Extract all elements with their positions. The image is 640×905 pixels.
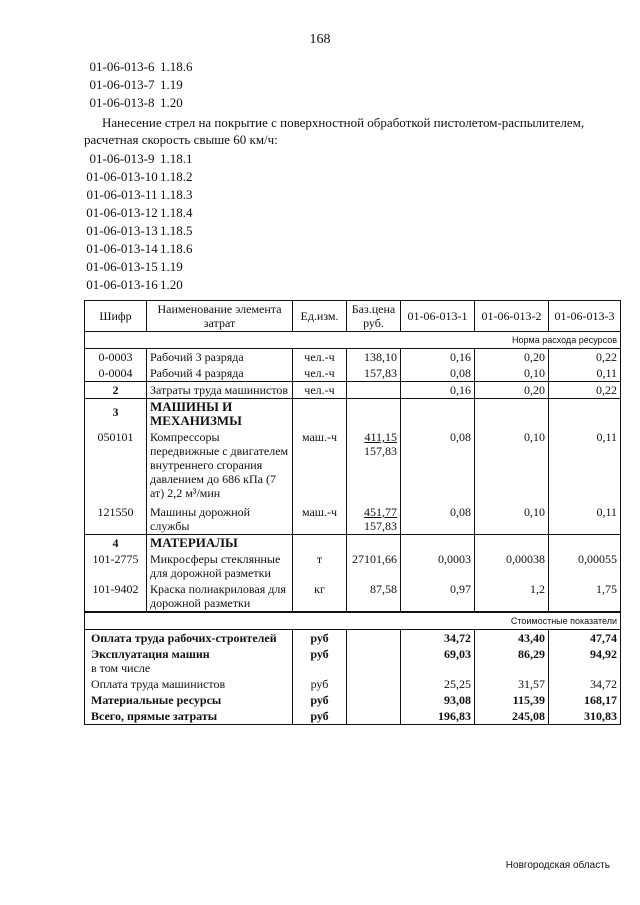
- table-row: [85, 332, 621, 349]
- text-span: Эксплуатация машин: [91, 647, 210, 661]
- table-cell: 1,2: [475, 581, 549, 612]
- table-cell: Рабочий 4 разряда: [147, 365, 293, 382]
- table-row: [85, 551, 621, 581]
- table-cell: 0,22: [549, 349, 621, 366]
- table-row: [85, 382, 621, 399]
- cost-row: [85, 630, 621, 647]
- text-span: 1.20: [160, 95, 183, 110]
- header-col-2: 01-06-013-2: [475, 301, 549, 332]
- code-row: [84, 150, 193, 168]
- table-cell: 0,08: [401, 365, 475, 382]
- header-name: Наименование элемента затрат: [147, 301, 293, 332]
- text-span: 01-06-013-13: [86, 223, 158, 238]
- table-cell: 0,08: [401, 429, 475, 501]
- header-col-3: 01-06-013-3: [549, 301, 621, 332]
- table-cell: 0,10: [475, 501, 549, 535]
- table-cell: Материальные ресурсы: [85, 692, 293, 708]
- table-row: [85, 365, 621, 382]
- cost-row: [85, 646, 621, 676]
- table-cell: Компрессоры передвижные с двигателем внутреннего сгорания давлением до 686 кПа (7 ат) 2,2 м³/мин: [147, 429, 293, 501]
- table-cell: [347, 646, 401, 676]
- table-header-row: [85, 301, 621, 332]
- table-cell: руб: [293, 630, 347, 647]
- table-cell: Затраты труда машинистов: [147, 382, 293, 399]
- table-cell: 0,97: [401, 581, 475, 612]
- text-span: 1.18.2: [160, 169, 193, 184]
- table-cell: 245,08: [475, 708, 549, 725]
- text-span: 451,77: [364, 505, 397, 519]
- table-cell: маш.-ч: [293, 501, 347, 535]
- table-cell: 0,16: [401, 382, 475, 399]
- header-col-1: 01-06-013-1: [401, 301, 475, 332]
- table-cell: [401, 535, 475, 552]
- table-cell: 138,10: [347, 349, 401, 366]
- table-cell: чел.-ч: [293, 349, 347, 366]
- cost-row: [85, 692, 621, 708]
- table-cell: [347, 708, 401, 725]
- code-row: [84, 58, 193, 76]
- table-row: [85, 349, 621, 366]
- text-span: 01-06-013-12: [86, 205, 158, 220]
- table-cell: [549, 399, 621, 430]
- table-cell: 0,11: [549, 429, 621, 501]
- text-span: 1.18.6: [160, 241, 193, 256]
- text-span: 01-06-013-15: [86, 259, 158, 274]
- table-cell: [401, 399, 475, 430]
- table-cell: [347, 630, 401, 647]
- table-row: [85, 581, 621, 612]
- code-row: [84, 168, 193, 186]
- table-cell: 69,03: [401, 646, 475, 676]
- work-description: Нанесение стрел на покрытие с поверхностной обработкой пистолетом-распылителем, расчетная скорость свыше 60 км/ч:: [84, 115, 585, 147]
- table-cell: 34,72: [401, 630, 475, 647]
- table-cell: руб: [293, 692, 347, 708]
- text-span: 1.18.6: [160, 59, 193, 74]
- table-cell: [293, 399, 347, 430]
- codes-top-list: [84, 58, 193, 112]
- section-row: [85, 535, 621, 552]
- table-cell: Машины дорожной службы: [147, 501, 293, 535]
- table-cell: 101-9402: [85, 581, 147, 612]
- table-cell: Оплата труда рабочих-строителей: [85, 630, 293, 647]
- table-cell: 0,10: [475, 429, 549, 501]
- table-row: [85, 612, 621, 630]
- table-cell: 34,72: [549, 676, 621, 692]
- text-span: 01-06-013-7: [89, 77, 155, 92]
- text-span: 01-06-013-14: [86, 241, 158, 256]
- table-cell: 4: [85, 535, 147, 552]
- table-cell: 0-0004: [85, 365, 147, 382]
- table-cell: 25,25: [401, 676, 475, 692]
- table-cell: 050101: [85, 429, 147, 501]
- table-cell: [85, 646, 293, 676]
- table-cell: чел.-ч: [293, 365, 347, 382]
- table-cell: 0,10: [475, 365, 549, 382]
- header-unit: Ед.изм.: [293, 301, 347, 332]
- code-row: [84, 204, 193, 222]
- section-row: [85, 399, 621, 430]
- table-row: [85, 501, 621, 535]
- text-span: 157,83: [364, 444, 397, 458]
- table-cell: Микросферы стеклянные для дорожной разметки: [147, 551, 293, 581]
- table-cell: 94,92: [549, 646, 621, 676]
- table-cell: МАТЕРИАЛЫ: [147, 535, 293, 552]
- code-row: [84, 258, 193, 276]
- text-span: 1.18.1: [160, 151, 193, 166]
- table-cell: 157,83: [347, 365, 401, 382]
- table-cell: 0,20: [475, 382, 549, 399]
- text-span: 01-06-013-16: [86, 277, 158, 292]
- table-cell: 0,22: [549, 382, 621, 399]
- table-cell: [549, 535, 621, 552]
- table-cell: Краска полиакриловая для дорожной разметки: [147, 581, 293, 612]
- table-cell: 27101,66: [347, 551, 401, 581]
- table-cell: 0,20: [475, 349, 549, 366]
- table-cell: МАШИНЫ И МЕХАНИЗМЫ: [147, 399, 293, 430]
- header-code: Шифр: [85, 301, 147, 332]
- table-cell: Всего, прямые затраты: [85, 708, 293, 725]
- text-span: 411,15: [364, 430, 397, 444]
- resource-table: [84, 300, 621, 725]
- table-cell: 93,08: [401, 692, 475, 708]
- table-cell: 115,39: [475, 692, 549, 708]
- table-cell: 2: [85, 382, 147, 399]
- table-cell: 0,11: [549, 501, 621, 535]
- table-cell: 0,00055: [549, 551, 621, 581]
- table-cell: 0,00038: [475, 551, 549, 581]
- table-cell: [347, 676, 401, 692]
- table-cell: т: [293, 551, 347, 581]
- text-span: в том числе: [91, 661, 151, 675]
- text-span: 1.19: [160, 259, 183, 274]
- table-cell: 1,75: [549, 581, 621, 612]
- table-cell: [347, 382, 401, 399]
- table-cell: [347, 692, 401, 708]
- text-span: 1.18.5: [160, 223, 193, 238]
- table-cell: Оплата труда машинистов: [85, 676, 293, 692]
- table-cell: 87,58: [347, 581, 401, 612]
- code-row: [84, 94, 193, 112]
- table-cell: Рабочий 3 разряда: [147, 349, 293, 366]
- code-row: [84, 276, 193, 294]
- table-cell: 47,74: [549, 630, 621, 647]
- text-span: 157,83: [364, 519, 397, 533]
- cost-row: [85, 708, 621, 725]
- header-price: Баз.цена руб.: [347, 301, 401, 332]
- table-cell: 196,83: [401, 708, 475, 725]
- text-span: 1.20: [160, 277, 183, 292]
- text-span: 1.19: [160, 77, 183, 92]
- codes-bottom-list: [84, 150, 193, 294]
- table-cell: [347, 535, 401, 552]
- table-cell: 168,17: [549, 692, 621, 708]
- cost-label: Стоимостные показатели: [85, 612, 621, 630]
- table-cell: 31,57: [475, 676, 549, 692]
- table-cell: 0,16: [401, 349, 475, 366]
- table-cell: маш.-ч: [293, 429, 347, 501]
- table-cell: 0-0003: [85, 349, 147, 366]
- table-cell: 310,83: [549, 708, 621, 725]
- text-span: 01-06-013-6: [89, 59, 155, 74]
- table-cell: 0,08: [401, 501, 475, 535]
- table-cell: [475, 399, 549, 430]
- text-span: 01-06-013-10: [86, 169, 158, 184]
- text-span: 01-06-013-8: [89, 95, 155, 110]
- text-span: 1.18.4: [160, 205, 193, 220]
- table-cell: [347, 429, 401, 501]
- table-cell: кг: [293, 581, 347, 612]
- table-row: [85, 429, 621, 501]
- table-cell: 3: [85, 399, 147, 430]
- cost-row: [85, 676, 621, 692]
- code-row: [84, 222, 193, 240]
- table-cell: [475, 535, 549, 552]
- table-cell: руб: [293, 708, 347, 725]
- code-row: [84, 240, 193, 258]
- table-cell: 0,11: [549, 365, 621, 382]
- code-row: [84, 76, 193, 94]
- text-span: 01-06-013-11: [86, 187, 158, 202]
- table-cell: 121550: [85, 501, 147, 535]
- text-span: 1.18.3: [160, 187, 193, 202]
- table-cell: [347, 501, 401, 535]
- norm-label: Норма расхода ресурсов: [85, 332, 621, 349]
- table-cell: руб: [293, 646, 347, 676]
- page-number: 168: [309, 32, 331, 47]
- text-span: 01-06-013-9: [89, 151, 155, 166]
- table-cell: 0,0003: [401, 551, 475, 581]
- table-cell: [293, 535, 347, 552]
- code-row: [84, 186, 193, 204]
- table-cell: [347, 399, 401, 430]
- table-cell: 86,29: [475, 646, 549, 676]
- table-cell: 101-2775: [85, 551, 147, 581]
- table-cell: 43,40: [475, 630, 549, 647]
- footer-region: Новгородская область: [505, 860, 610, 871]
- table-cell: чел.-ч: [293, 382, 347, 399]
- table-cell: руб: [293, 676, 347, 692]
